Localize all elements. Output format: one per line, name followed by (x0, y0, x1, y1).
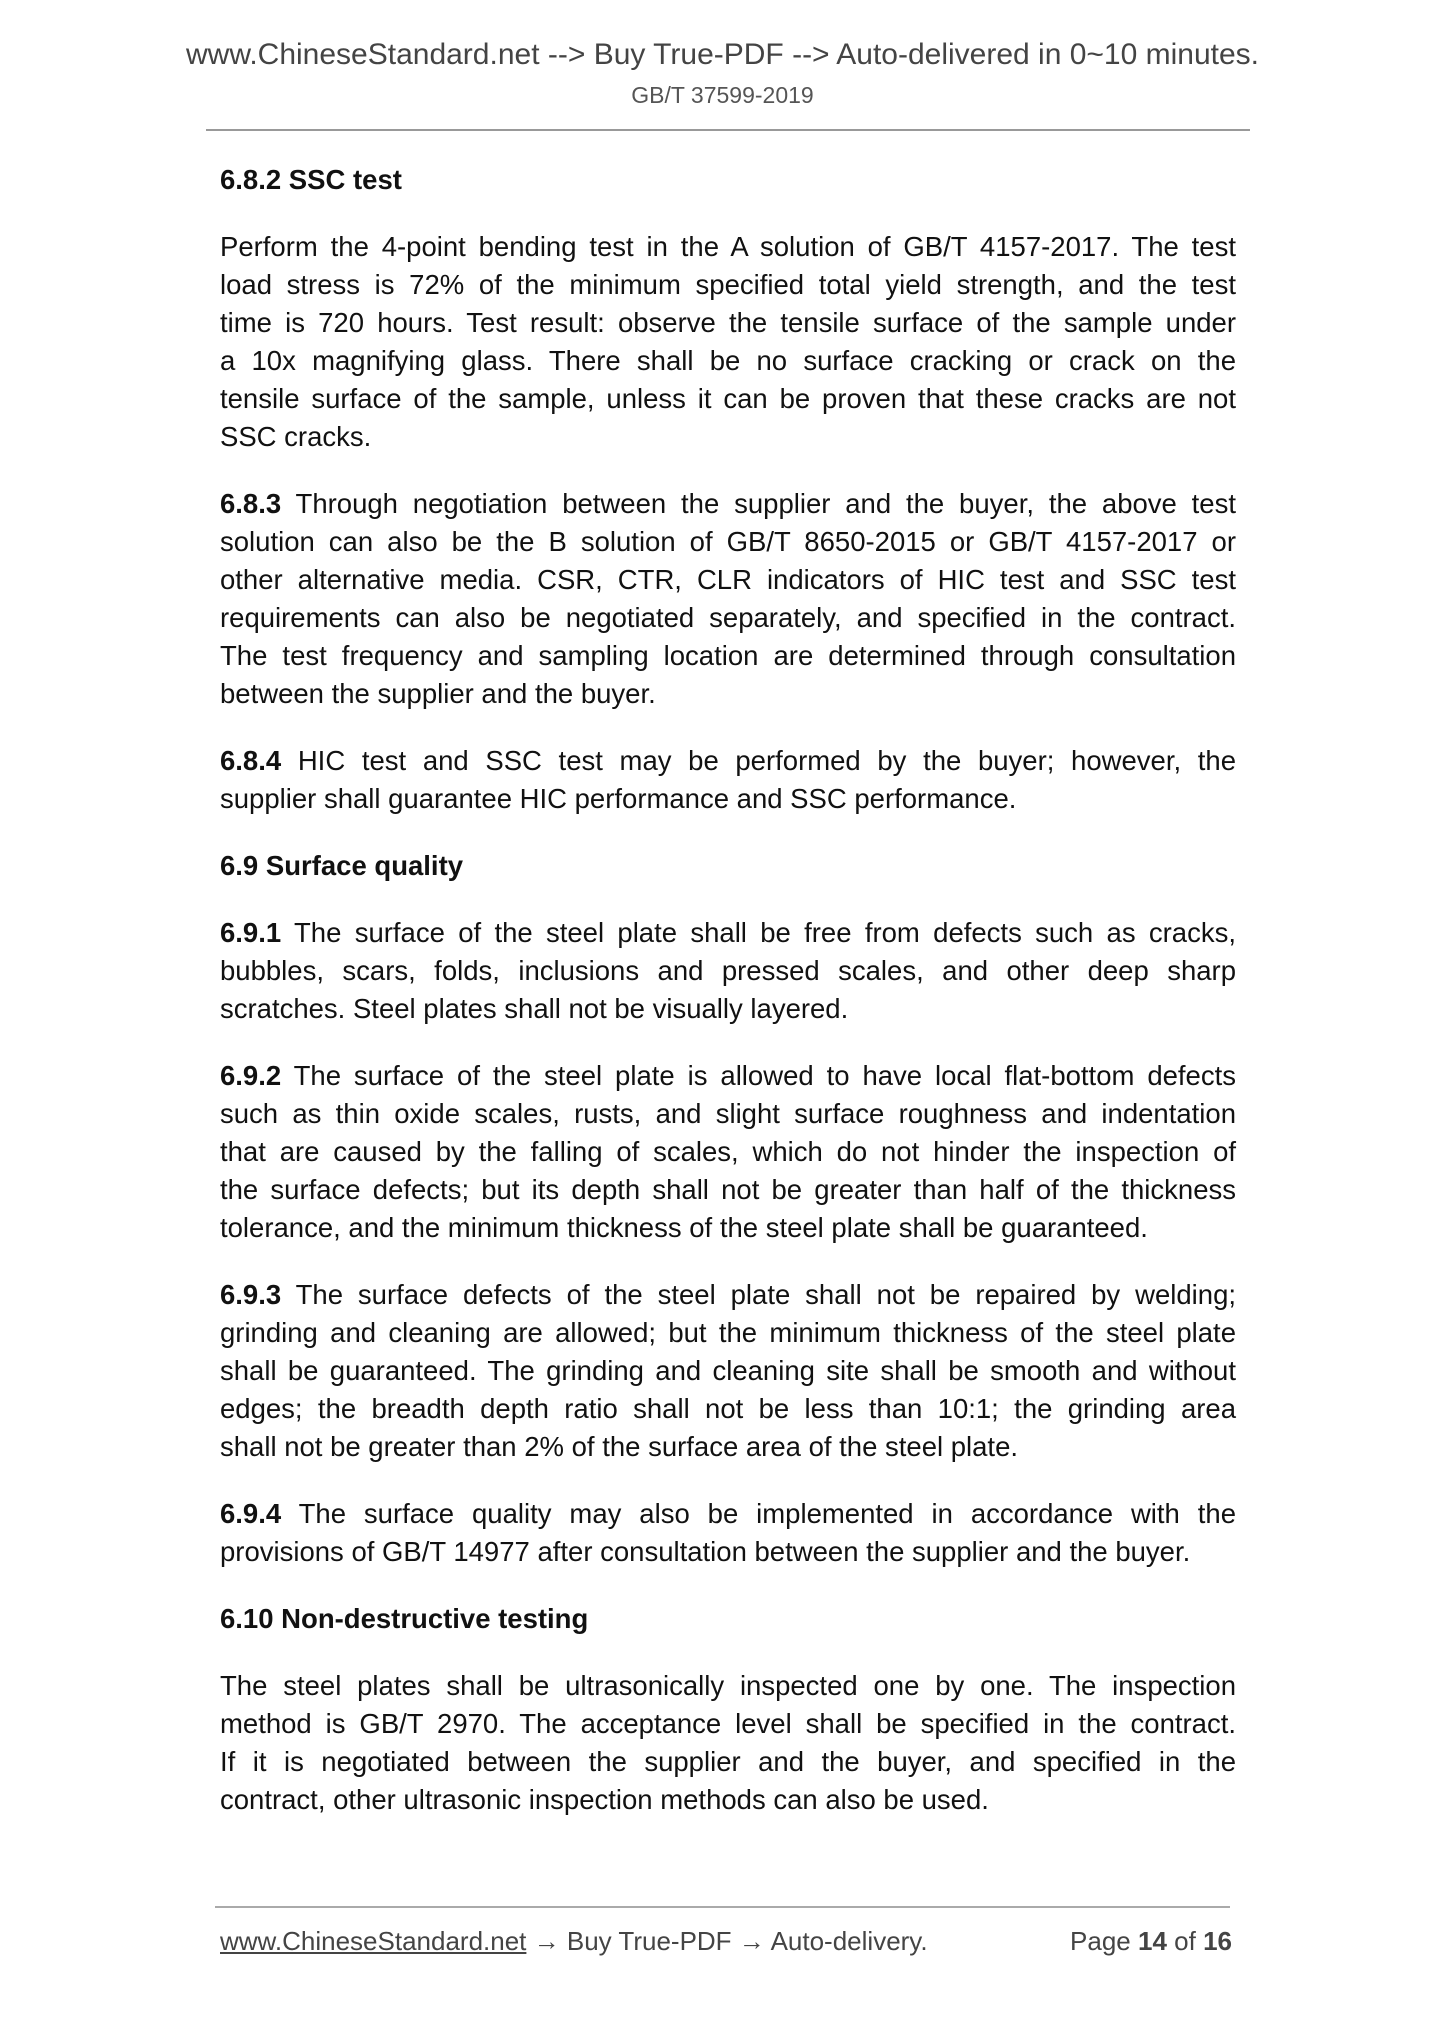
line-text: The steel plates shall be ultrasonically inspected one by one. The inspection (220, 1670, 1236, 1701)
text-line (220, 1390, 1236, 1428)
text-line (220, 1057, 1236, 1095)
line-text: The surface quality may also be implemented in accordance with the (281, 1498, 1236, 1529)
footer-left (220, 1926, 928, 1957)
paragraph (220, 742, 1236, 818)
text-line (220, 1781, 1236, 1819)
text-line (220, 523, 1236, 561)
footer-divider (215, 1906, 1230, 1908)
text-line (220, 266, 1236, 304)
text-line (220, 1209, 1236, 1247)
line-text: time is 720 hours. Test result: observe the tensile surface of the sample under (220, 307, 1236, 338)
text-line (220, 1276, 1236, 1314)
text-line (220, 1133, 1236, 1171)
page-indicator: Page 14 of 16 (1070, 1926, 1232, 1956)
paragraph (220, 1276, 1236, 1466)
line-text: load stress is 72% of the minimum specified total yield strength, and the test (220, 269, 1236, 300)
standard-number: GB/T 37599-2019 (631, 82, 814, 108)
header-banner: www.ChineseStandard.net --> Buy True-PDF --> Auto-delivered in 0~10 minutes. (185, 38, 1260, 71)
text-line (220, 228, 1236, 266)
text-line (220, 1533, 1236, 1571)
text-line (220, 914, 1236, 952)
line-text: solution can also be the B solution of GB/T 8650-2015 or GB/T 4157-2017 or (220, 526, 1236, 557)
line-text: Perform the 4-point bending test in the A solution of GB/T 4157-2017. The test (220, 231, 1236, 262)
line-text: provisions of GB/T 14977 after consultation between the supplier and the buyer. (220, 1536, 1191, 1567)
paragraph (220, 1495, 1236, 1571)
text-line (220, 637, 1236, 675)
text-line (220, 1667, 1236, 1705)
line-text: a 10x magnifying glass. There shall be no surface cracking or crack on the (220, 345, 1236, 376)
line-text: The surface defects of the steel plate shall not be repaired by welding; (281, 1279, 1236, 1310)
text-line (220, 1428, 1236, 1466)
line-text: the surface defects; but its depth shall not be greater than half of the thickness (220, 1174, 1236, 1205)
text-line (220, 675, 1236, 713)
text-line (220, 1314, 1236, 1352)
clause-number: 6.9.1 (220, 917, 282, 948)
line-text: supplier shall guarantee HIC performance and SSC performance. (220, 783, 1017, 814)
line-text: other alternative media. CSR, CTR, CLR indicators of HIC test and SSC test (220, 564, 1236, 595)
footer (220, 1926, 1232, 1957)
text-line (220, 561, 1236, 599)
current-page: 14 (1138, 1926, 1167, 1956)
section-heading: 6.8.2 SSC test (220, 164, 402, 195)
text-line (220, 780, 1236, 818)
line-text: requirements can also be negotiated separately, and specified in the contract. (220, 602, 1236, 633)
line-text: shall not be greater than 2% of the surface area of the steel plate. (220, 1431, 1019, 1462)
text-line (220, 380, 1236, 418)
text-line (220, 1743, 1236, 1781)
line-text: such as thin oxide scales, rusts, and slight surface roughness and indentation (220, 1098, 1236, 1129)
text-line (220, 485, 1236, 523)
text-line (220, 1705, 1236, 1743)
line-text: grinding and cleaning are allowed; but the minimum thickness of the steel plate (220, 1317, 1236, 1348)
clause-number: 6.9.4 (220, 1498, 282, 1529)
text-line (220, 990, 1236, 1028)
clause-number: 6.9.3 (220, 1279, 282, 1310)
text-line (220, 952, 1236, 990)
line-text: bubbles, scars, folds, inclusions and pressed scales, and other deep sharp (220, 955, 1236, 986)
line-text: Through negotiation between the supplier and the buyer, the above test (281, 488, 1236, 519)
text-line (220, 1171, 1236, 1209)
text-line (220, 1495, 1236, 1533)
line-text: shall be guaranteed. The grinding and cleaning site shall be smooth and without (220, 1355, 1236, 1386)
section-heading: 6.10 Non-destructive testing (220, 1603, 589, 1634)
line-text: that are caused by the falling of scales, which do not hinder the inspection of (220, 1136, 1236, 1167)
text-line (220, 418, 1236, 456)
line-text: The surface of the steel plate is allowed to have local flat-bottom defects (281, 1060, 1236, 1091)
line-text: scratches. Steel plates shall not be visually layered. (220, 993, 849, 1024)
clause-number: 6.9.2 (220, 1060, 282, 1091)
total-pages: 16 (1203, 1926, 1232, 1956)
section-heading: 6.9 Surface quality (220, 850, 464, 881)
paragraph (220, 914, 1236, 1028)
text-line (220, 742, 1236, 780)
paragraph (220, 1057, 1236, 1247)
line-text: The surface of the steel plate shall be free from defects such as cracks, (281, 917, 1236, 948)
line-text: tensile surface of the sample, unless it can be proven that these cracks are not (220, 383, 1236, 414)
line-text: edges; the breadth depth ratio shall not be less than 10:1; the grinding area (220, 1393, 1236, 1424)
text-line (220, 1095, 1236, 1133)
paragraph (220, 1667, 1236, 1819)
document-body (220, 161, 1236, 1848)
clause-number: 6.8.3 (220, 488, 282, 519)
line-text: method is GB/T 2970. The acceptance level shall be specified in the contract. (220, 1708, 1236, 1739)
line-text: tolerance, and the minimum thickness of the steel plate shall be guaranteed. (220, 1212, 1148, 1243)
paragraph (220, 228, 1236, 456)
text-line (220, 599, 1236, 637)
text-line (220, 1352, 1236, 1390)
text-line (220, 304, 1236, 342)
line-text: SSC cracks. (220, 421, 372, 452)
line-text: between the supplier and the buyer. (220, 678, 656, 709)
clause-number: 6.8.4 (220, 745, 282, 776)
header-divider (206, 129, 1250, 131)
paragraph (220, 485, 1236, 713)
text-line (220, 342, 1236, 380)
line-text: The test frequency and sampling location are determined through consultation (220, 640, 1236, 671)
line-text: contract, other ultrasonic inspection methods can also be used. (220, 1784, 989, 1815)
site-link[interactable]: www.ChineseStandard.net (220, 1926, 527, 1956)
footer-tagline: → Buy True-PDF → Auto-delivery. (526, 1926, 928, 1956)
line-text: HIC test and SSC test may be performed by the buyer; however, the (281, 745, 1236, 776)
line-text: If it is negotiated between the supplier and the buyer, and specified in the (220, 1746, 1236, 1777)
